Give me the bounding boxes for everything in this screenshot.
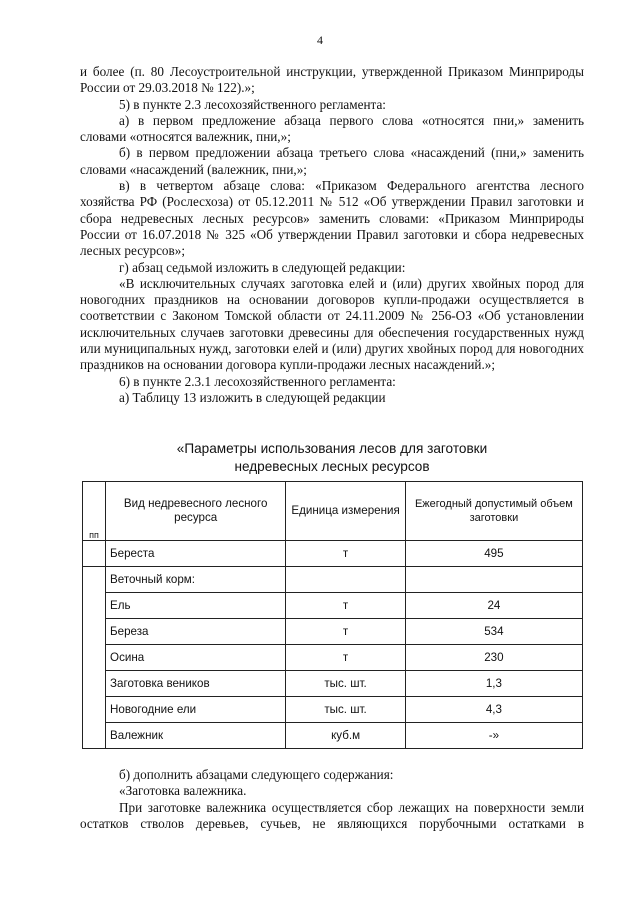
paragraph: и более (п. 80 Лесоустроительной инструкции, утвержденной Приказом Минприроды России от 29.03.2018 № 122).»;	[80, 64, 584, 96]
table-title-line: недревесных лесных ресурсов	[234, 459, 430, 474]
cell-volume: 4,3	[405, 697, 582, 723]
page-number: 4	[317, 33, 323, 47]
header-unit: Единица измерения	[286, 482, 405, 541]
cell-num	[83, 541, 106, 567]
cell-name: Новогодние ели	[106, 697, 286, 723]
paragraph: 5) в пункте 2.3 лесохозяйственного регламента:	[119, 96, 386, 112]
table-row	[83, 567, 583, 593]
cell-name: Ель	[106, 593, 286, 619]
cell-name: Заготовка веников	[106, 671, 286, 697]
cell-unit: т	[286, 645, 405, 671]
cell-name: Осина	[106, 645, 286, 671]
table-row	[83, 723, 583, 749]
table-title	[80, 440, 584, 476]
paragraph: в) в четвертом абзаце слова: «Приказом Федерального агентства лесного хозяйства РФ (Рослесхоза) от 05.12.2011 № 512 «Об утверждении Правил заготовки и сбора недревесных лесных ресурсов» заменить словами: «Приказом Минприроды России от 16.07.2018 № 325 «Об утверждении Правил заготовки и сбора недревесных лесных ресурсов»;	[80, 178, 584, 259]
paragraph: а) Таблицу 13 изложить в следующей редакции	[119, 389, 386, 405]
cell-volume: 24	[405, 593, 582, 619]
paragraph: При заготовке валежника осуществляется сбор лежащих на поверхности земли остатков стволов деревьев, сучьев, не являющихся порубочными остатками в	[80, 799, 584, 831]
cell-unit: куб.м	[286, 723, 405, 749]
table-row	[83, 671, 583, 697]
paragraph: «Заготовка валежника.	[119, 783, 247, 799]
cell-name: Береста	[106, 541, 286, 567]
body-text	[80, 64, 584, 406]
header-name: Вид недревесного лесного ресурса	[106, 482, 286, 541]
cell-unit: т	[286, 541, 405, 567]
cell-volume: -»	[405, 723, 582, 749]
paragraph: «В исключительных случаях заготовка елей и (или) других хвойных пород для новогодних праздников на основании договоров купли-продажи осуществляется в соответствии с Законом Томской области от 24.11.2009 № 256-ОЗ «Об установлении исключительных случаев заготовки древесины для обеспечения государственных нужд или муниципальных нужд, заготовки елей и (или) других хвойных пород для новогодних праздников на основании договора купли-продажи лесных насаждений.»;	[80, 275, 584, 373]
table-row	[83, 593, 583, 619]
cell-unit: т	[286, 619, 405, 645]
table-row	[83, 645, 583, 671]
cell-unit	[286, 567, 405, 593]
cell-name: Валежник	[106, 723, 286, 749]
header-num: пп	[83, 482, 106, 541]
paragraph: а) в первом предложение абзаца первого слова «относятся пни,» заменить словами «относятся валежник, пни,»;	[80, 112, 584, 145]
cell-volume: 230	[405, 645, 582, 671]
table-row	[83, 619, 583, 645]
table-title-line: «Параметры использования лесов для заготовки	[176, 441, 488, 456]
cell-unit: тыс. шт.	[286, 697, 405, 723]
cell-unit: т	[286, 593, 405, 619]
cell-name: Веточный корм:	[106, 567, 286, 593]
paragraph: 6) в пункте 2.3.1 лесохозяйственного регламента:	[119, 373, 396, 389]
paragraph: г) абзац седьмой изложить в следующей редакции:	[119, 259, 406, 275]
header-volume: Ежегодный допустимый объем заготовки	[405, 482, 582, 541]
cell-volume: 1,3	[405, 671, 582, 697]
cell-name: Береза	[106, 619, 286, 645]
cell-volume: 495	[405, 541, 582, 567]
paragraph: б) в первом предложении абзаца третьего слова «насаждений (пни,» заменить словами «насаждений (валежник, пни,»;	[80, 145, 584, 177]
cell-volume: 534	[405, 619, 582, 645]
parameters-table	[82, 481, 583, 749]
table-row	[83, 541, 583, 567]
table-row	[83, 697, 583, 723]
table-header-row	[83, 482, 583, 541]
after-text	[80, 767, 584, 832]
cell-num	[83, 567, 106, 749]
cell-volume	[405, 567, 582, 593]
cell-unit: тыс. шт.	[286, 671, 405, 697]
paragraph: б) дополнить абзацами следующего содержания:	[119, 767, 394, 782]
